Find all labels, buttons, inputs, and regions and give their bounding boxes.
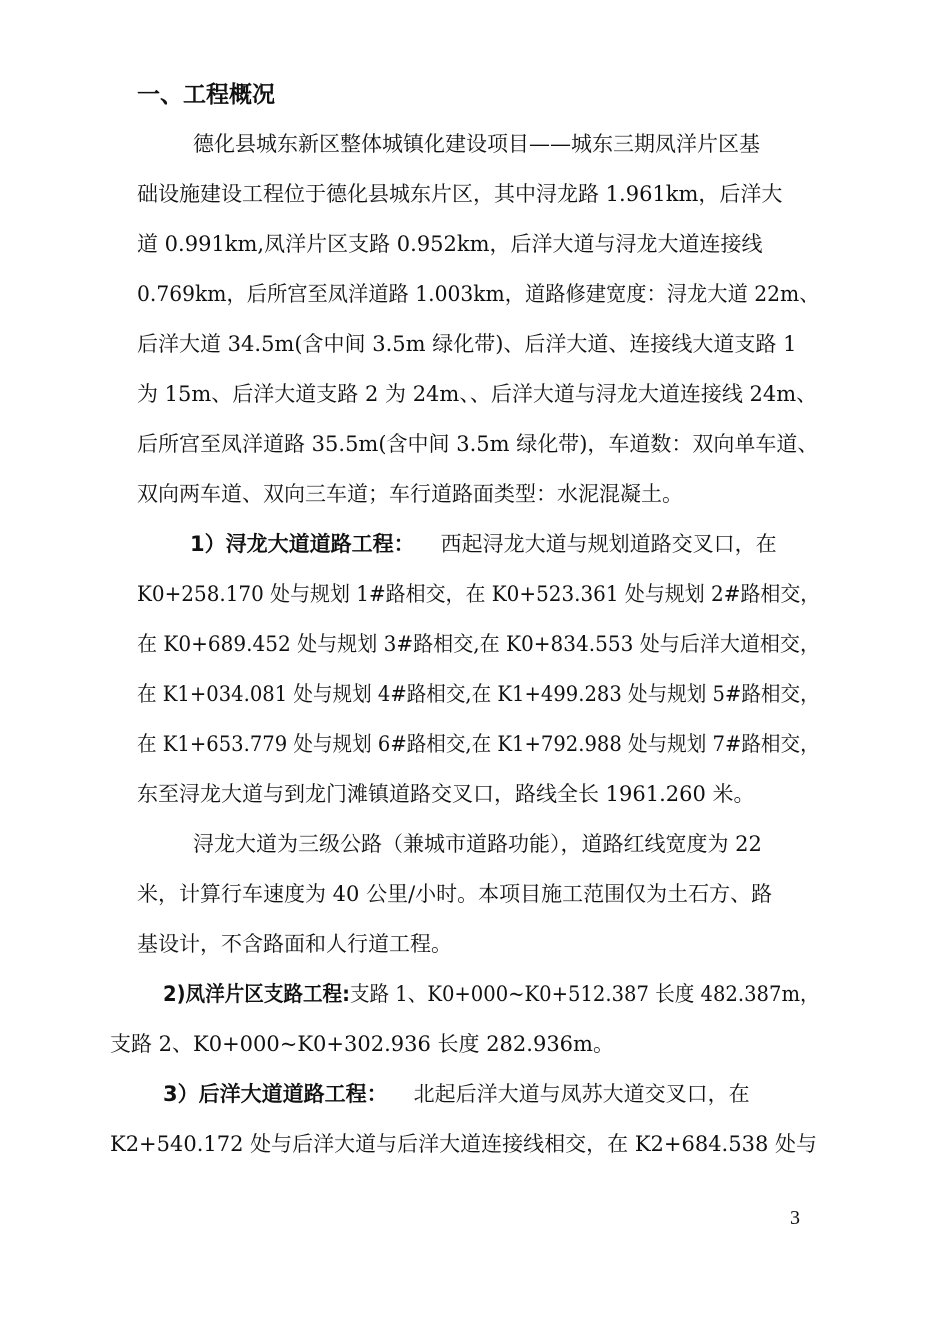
paragraph-line: 后所宫至凤洋道路 35.5m(含中间 3.5m 绿化带)，车道数：双向单车道、 <box>137 432 819 456</box>
section1-label: 1）浔龙大道道路工程： <box>190 532 415 556</box>
section3-text: 北起后洋大道与凤苏大道交叉口，在 <box>413 1082 750 1106</box>
paragraph-line: 在 K1+653.779 处与规划 6#路相交,在 K1+792.988 处与规划 7#路相交， <box>137 732 820 756</box>
page-number: 3 <box>790 1207 800 1229</box>
section3-label: 3）后洋大道道路工程： <box>163 1082 388 1106</box>
paragraph-line: 道 0.991km,凤洋片区支路 0.952km，后洋大道与浔龙大道连接线 <box>137 232 763 256</box>
paragraph-line: 德化县城东新区整体城镇化建设项目——城东三期凤洋片区基 <box>193 132 760 156</box>
section1-text: 西起浔龙大道与规划道路交叉口，在 <box>440 532 777 556</box>
paragraph-line: 东至浔龙大道与到龙门滩镇道路交叉口，路线全长 1961.260 米。 <box>137 782 755 806</box>
paragraph-line: 后洋大道 34.5m(含中间 3.5m 绿化带)、后洋大道、连接线大道支路 1 <box>137 332 797 356</box>
section2-first-line <box>163 978 820 1010</box>
paragraph-line: 支路 2、K0+000~K0+302.936 长度 282.936m。 <box>110 1032 614 1056</box>
paragraph-line: 浔龙大道为三级公路（兼城市道路功能），道路红线宽度为 22 <box>193 832 762 856</box>
paragraph-line: K0+258.170 处与规划 1#路相交，在 K0+523.361 处与规划 2#路相交， <box>137 582 821 606</box>
section2-text: 支路 1、K0+000~K0+512.387 长度 482.387m， <box>349 982 820 1006</box>
paragraph-line: 为 15m、后洋大道支路 2 为 24m、、后洋大道与浔龙大道连接线 24m、 <box>137 382 818 406</box>
paragraph-line: 米，计算行车速度为 40 公里/小时。本项目施工范围仅为土石方、路 <box>137 882 773 906</box>
section2-label: 2)凤洋片区支路工程: <box>163 982 350 1006</box>
paragraph-line: K2+540.172 处与后洋大道与后洋大道连接线相交，在 K2+684.538 处与 <box>110 1132 817 1156</box>
paragraph-line: 双向两车道、双向三车道；车行道路面类型：水泥混凝土。 <box>137 482 683 506</box>
paragraph-line: 础设施建设工程位于德化县城东片区，其中浔龙路 1.961km，后洋大 <box>137 182 783 206</box>
section-heading: 一、工程概况 <box>137 82 275 108</box>
paragraph-line: 在 K1+034.081 处与规划 4#路相交,在 K1+499.283 处与规划 5#路相交， <box>137 682 820 706</box>
paragraph-line: 基设计，不含路面和人行道工程。 <box>137 932 452 956</box>
section1-first-line <box>190 528 777 560</box>
paragraph-line: 0.769km，后所宫至凤洋道路 1.003km，道路修建宽度：浔龙大道 22m、 <box>137 282 820 306</box>
paragraph-line: 在 K0+689.452 处与规划 3#路相交,在 K0+834.553 处与后洋大道相交， <box>137 632 820 656</box>
section3-first-line <box>163 1078 750 1110</box>
